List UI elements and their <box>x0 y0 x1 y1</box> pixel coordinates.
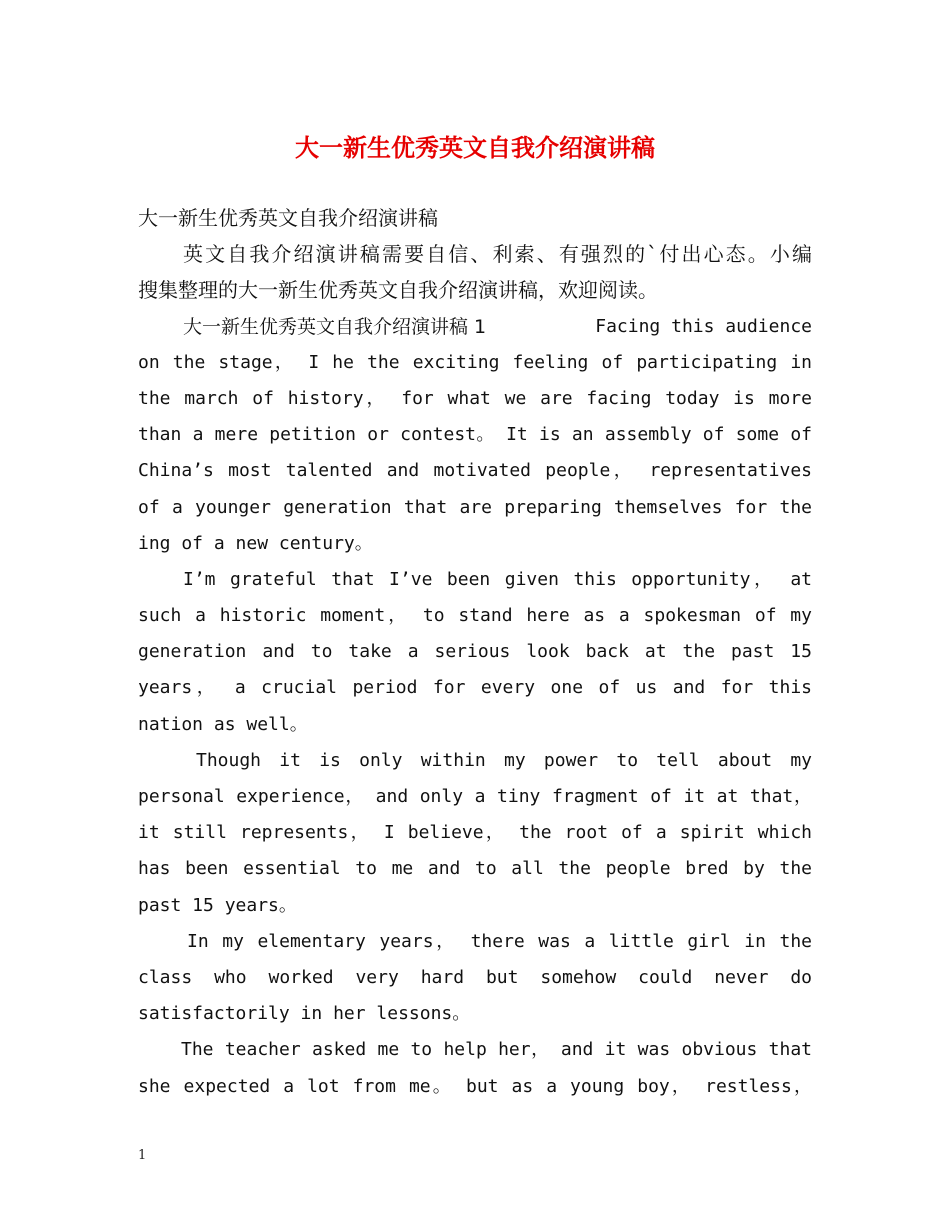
paragraph1-line-1: on the stage， I he the exciting feeling of participating in <box>138 351 812 373</box>
section-start-text: Facing this audience <box>595 315 812 337</box>
document-body <box>138 200 812 1105</box>
subtitle: 大一新生优秀英文自我介绍演讲稿 <box>138 206 438 230</box>
intro-line-2: 搜集整理的大一新生优秀英文自我介绍演讲稿，欢迎阅读。 <box>138 278 658 303</box>
paragraph4-line-2: class who worked very hard but somehow could never do <box>138 966 812 988</box>
intro-line-1: 英文自我介绍演讲稿需要自信、利索、有强烈的`付出心态。小编 <box>183 242 812 267</box>
paragraph1-line-2: the march of history， for what we are facing today is more <box>138 387 812 409</box>
paragraph3-line-3: it still represents， I believe， the root of a spirit which <box>138 822 812 844</box>
section-heading: 大一新生优秀英文自我介绍演讲稿 1 <box>183 315 487 338</box>
paragraph3-line-1: Though it is only within my power to tell about my <box>196 749 812 771</box>
paragraph5-line-2: she expected a lot from me。 but as a young boy， restless， <box>138 1075 812 1097</box>
paragraph3-line-2: personal experience， and only a tiny fragment of it at that， <box>138 786 812 807</box>
paragraph4-line-1: In my elementary years， there was a little girl in the <box>187 930 812 952</box>
paragraph4-line-last: satisfactorily in her lessons。 <box>138 1003 471 1025</box>
paragraph5-line-1: The teacher asked me to help her， and it was obvious that <box>181 1039 812 1061</box>
document-title: 大一新生优秀英文自我介绍演讲稿 <box>295 134 655 162</box>
paragraph3-line-last: past 15 years。 <box>138 894 297 916</box>
page-number: 1 <box>138 1148 147 1163</box>
paragraph2-line-1: I’m grateful that I’ve been given this opportunity， at <box>183 568 812 590</box>
paragraph2-line-last: nation as well。 <box>138 713 308 735</box>
paragraph2-line-4: years， a crucial period for every one of us and for this <box>138 677 812 699</box>
section-heading-row <box>138 309 812 345</box>
paragraph1-line-last: ing of a new century。 <box>138 532 373 554</box>
paragraph1-line-5: of a younger generation that are preparing themselves for the <box>138 496 812 518</box>
paragraph3-line-4: has been essential to me and to all the people bred by the <box>138 858 812 880</box>
paragraph1-line-3: than a mere petition or contest。 It is an assembly of some of <box>138 424 812 446</box>
paragraph2-line-2: such a historic moment， to stand here as a spokesman of my <box>138 605 812 627</box>
paragraph2-line-3: generation and to take a serious look back at the past 15 <box>138 641 812 663</box>
paragraph1-line-4: China’s most talented and motivated people， representatives <box>138 460 812 482</box>
